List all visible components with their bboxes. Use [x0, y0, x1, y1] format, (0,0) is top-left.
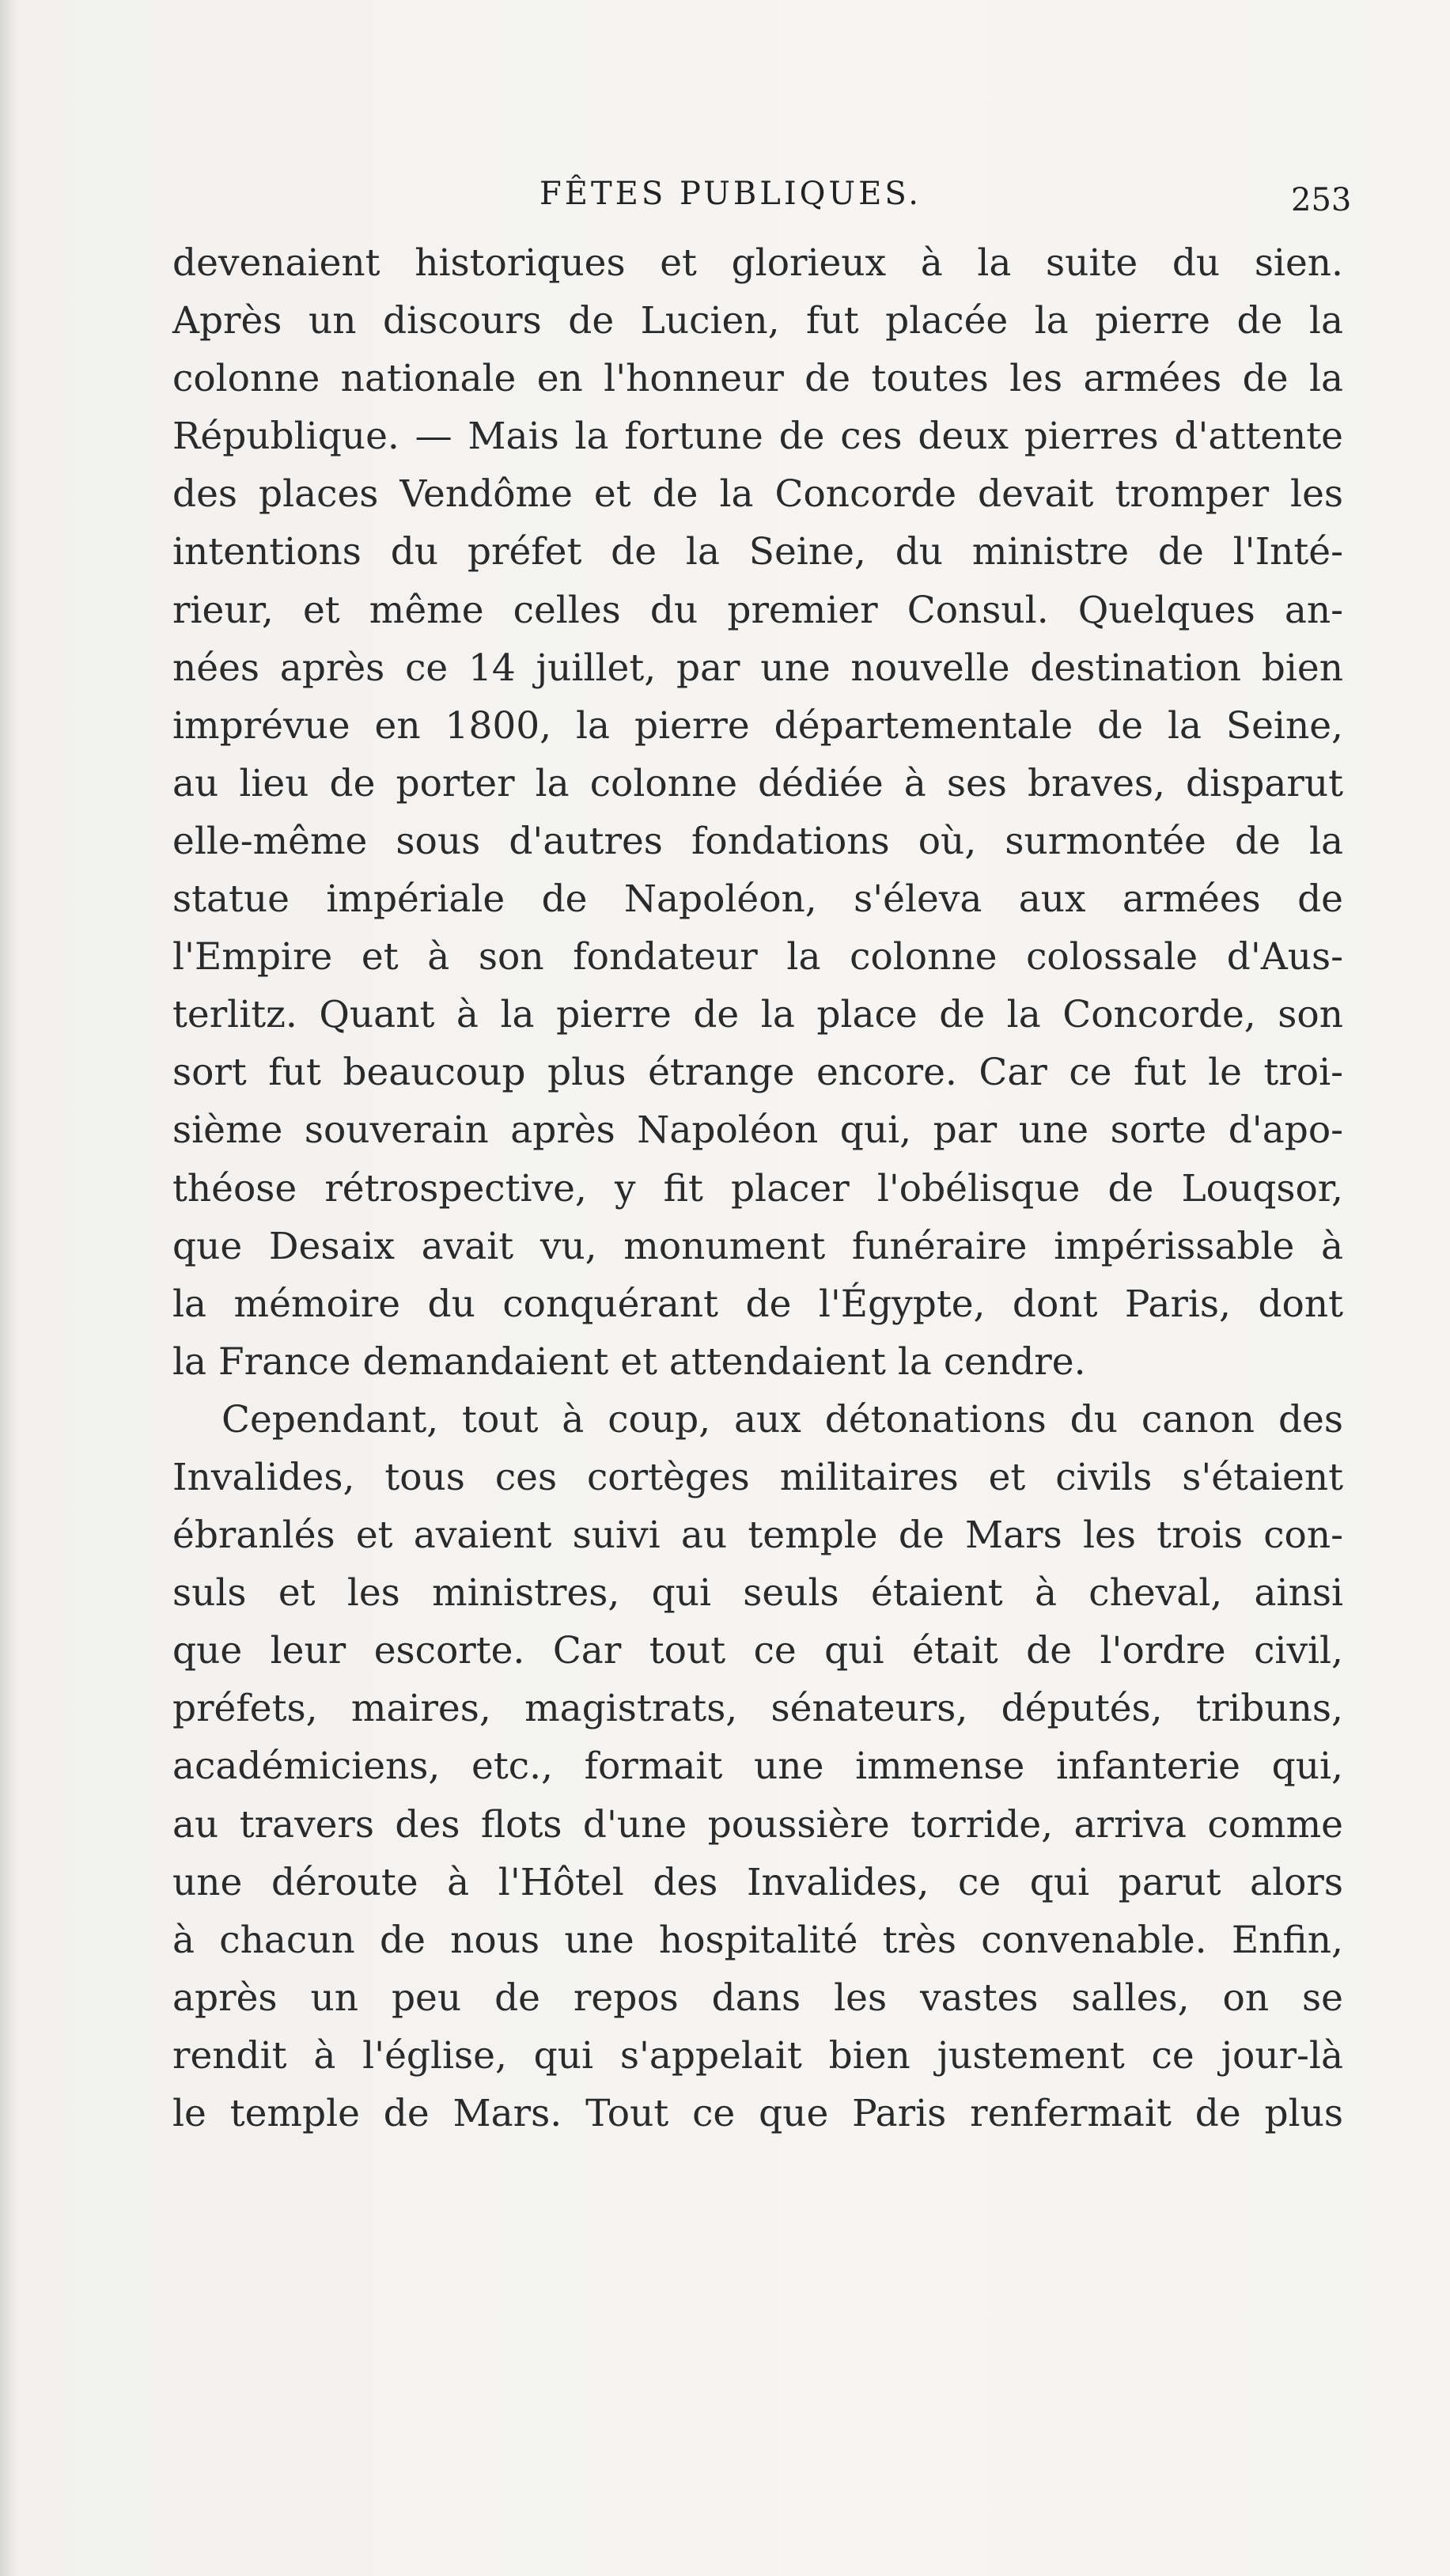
- text-line: statue impériale de Napoléon, s'éleva aux armées de: [172, 877, 1343, 922]
- text-line: à chacun de nous une hospitalité très convenable. Enfin,: [172, 1918, 1343, 1962]
- text-line: préfets, maires, magistrats, sénateurs, députés, tribuns,: [172, 1687, 1343, 1731]
- text-line: que leur escorte. Car tout ce qui était de l'ordre civil,: [172, 1629, 1343, 1673]
- text-line: ébranlés et avaient suivi au temple de Mars les trois con-: [172, 1513, 1343, 1558]
- text-line: colonne nationale en l'honneur de toutes les armées de la: [172, 357, 1343, 401]
- binding-shadow: [0, 0, 17, 2576]
- text-line: suls et les ministres, qui seuls étaient à cheval, ainsi: [172, 1571, 1343, 1616]
- body-text: [172, 234, 1343, 2142]
- text-line: nées après ce 14 juillet, par une nouvelle destination bien: [172, 646, 1343, 690]
- text-line: le temple de Mars. Tout ce que Paris renfermait de plus: [172, 2092, 1343, 2135]
- paragraph-first-line: Cependant, tout à coup, aux détonations du canon des: [221, 1397, 1343, 1441]
- text-line: République. — Mais la fortune de ces deux pierres d'attente: [172, 415, 1343, 459]
- text-line: imprévue en 1800, la pierre départementale de la Seine,: [172, 703, 1343, 748]
- paragraph-last-line: la France demandaient et attendaient la cendre.: [172, 1339, 1086, 1384]
- text-line: la mémoire du conquérant de l'Égypte, dont Paris, dont: [172, 1282, 1343, 1326]
- text-line: sième souverain après Napoléon qui, par une sorte d'apo-: [172, 1108, 1343, 1153]
- text-line: intentions du préfet de la Seine, du ministre de l'Inté-: [172, 530, 1343, 574]
- text-line: théose rétrospective, y fit placer l'obélisque de Louqsor,: [172, 1166, 1343, 1210]
- text-line: terlitz. Quant à la pierre de la place de la Concorde, son: [172, 993, 1343, 1037]
- text-line: que Desaix avait vu, monument funéraire impérissable à: [172, 1224, 1343, 1268]
- running-head: [0, 176, 1450, 223]
- text-line: académiciens, etc., formait une immense infanterie qui,: [172, 1744, 1343, 1789]
- text-line: après un peu de repos dans les vastes salles, on se: [172, 1976, 1343, 2020]
- text-line: Après un discours de Lucien, fut placée la pierre de la: [172, 299, 1343, 343]
- text-line: rendit à l'église, qui s'appelait bien justement ce jour-là: [172, 2033, 1343, 2078]
- text-line: l'Empire et à son fondateur la colonne colossale d'Aus-: [172, 935, 1343, 979]
- text-line: rieur, et même celles du premier Consul. Quelques an-: [172, 588, 1343, 632]
- page-number: 253: [1291, 182, 1352, 218]
- text-line: sort fut beaucoup plus étrange encore. Car ce fut le troi-: [172, 1051, 1343, 1095]
- text-line: Invalides, tous ces cortèges militaires et civils s'étaient: [172, 1455, 1343, 1499]
- text-line: elle-même sous d'autres fondations où, surmontée de la: [172, 819, 1343, 863]
- running-title: FÊTES PUBLIQUES.: [539, 176, 922, 212]
- text-line: une déroute à l'Hôtel des Invalides, ce qui parut alors: [172, 1860, 1343, 1904]
- text-line: des places Vendôme et de la Concorde devait tromper les: [172, 472, 1343, 517]
- text-line: au lieu de porter la colonne dédiée à ses braves, disparut: [172, 761, 1343, 805]
- text-line: au travers des flots d'une poussière torride, arriva comme: [172, 1802, 1343, 1847]
- text-line: devenaient historiques et glorieux à la suite du sien.: [172, 241, 1343, 285]
